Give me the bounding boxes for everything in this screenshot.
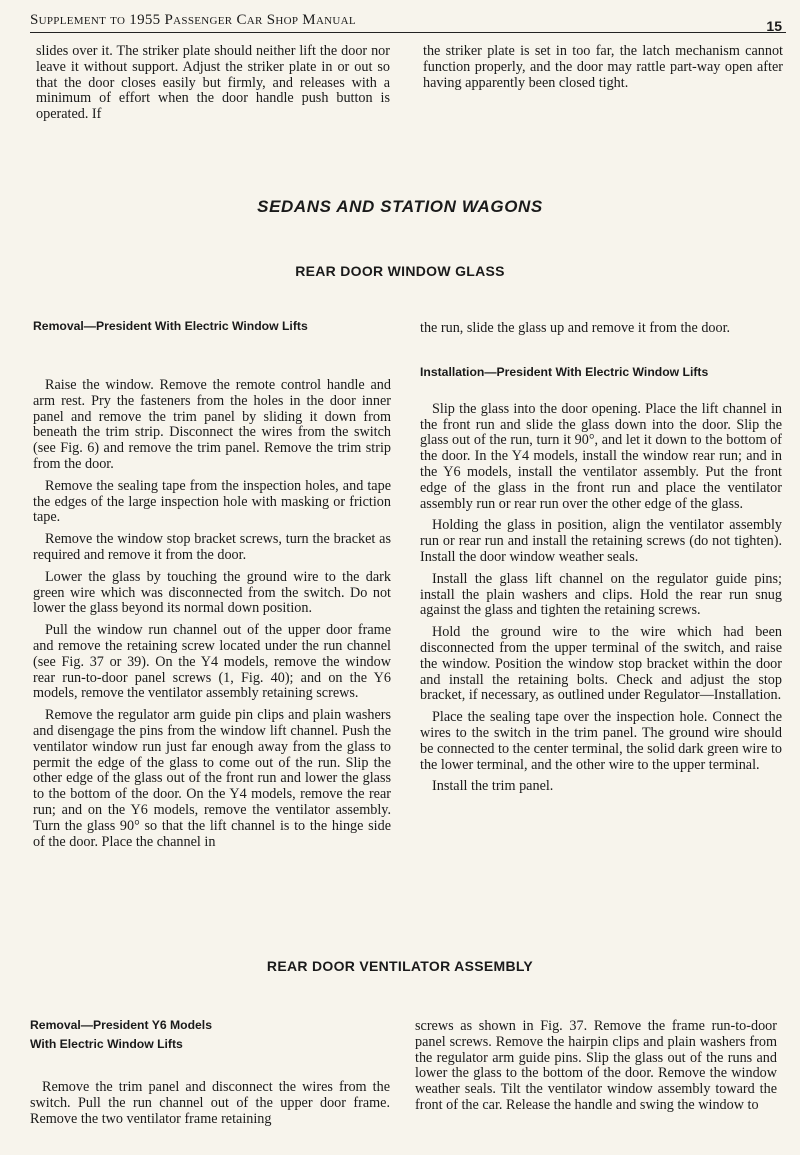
paragraph: Remove the regulator arm guide pin clips and plain washers and disengage the pins from the window lift channel. Push the ventilator window run just far enough away from the glass to permit the edge of the glass to come out of the run. Slip the other edge of the glass out of the front run and lower the glass to the bottom of the door. On the Y4 models, remove the rear run; and on the Y6 models, remove the ventilator assembly. Turn the glass 90° so that the lift channel is to the hinge side of the door. Place the channel in [33, 707, 391, 850]
glass-right-column [420, 321, 782, 801]
paragraph: Install the trim panel. [432, 778, 554, 795]
paragraph: Pull the window run channel out of the upper door frame and remove the retaining screw located under the run channel (see Fig. 37 or 39). On the Y4 models, remove the window rear run-to-door panel screws (1, Fig. 40); and on the Y6 models, remove the ventilator assembly retaining screws. [33, 622, 391, 702]
section-title: SEDANS AND STATION WAGONS [257, 197, 543, 216]
paragraph: Holding the glass in position, align the ventilator assembly run or rear run and install the retaining screws (do not tighten). Install the door window weather seals. [420, 517, 782, 565]
paragraph: Remove the window stop bracket screws, turn the bracket as required and remove it from the door. [33, 531, 391, 563]
running-header: Supplement to 1955 Passenger Car Shop Manual [30, 12, 356, 28]
installation-heading: Installation—President With Electric Window Lifts [420, 364, 709, 379]
glass-left-column [33, 317, 391, 856]
paragraph: Raise the window. Remove the remote control handle and arm rest. Pry the fasteners from the holes in the door inner panel and remove the trim panel by sliding it down from beneath the trim strip. Disconnect the wires from the switch (see Fig. 6) and remove the trim panel. Remove the trim strip from the door. [33, 377, 391, 472]
paragraph: Remove the sealing tape from the inspection holes, and tape the edges of the large inspection hole with masking or friction tape. [33, 477, 391, 526]
paragraph: Remove the trim panel and disconnect the wires from the switch. Pull the run channel out of the upper door frame. Remove the two ventilator frame retaining [30, 1079, 390, 1127]
ventilator-left-column [30, 1016, 390, 1133]
paragraph: the run, slide the glass up and remove it from the door. [420, 320, 731, 336]
removal-heading: Removal—President With Electric Window Lifts [33, 319, 308, 333]
ventilator-right-column [415, 1019, 777, 1120]
removal-heading: Removal—President Y6 Models [30, 1018, 212, 1032]
paragraph: Slip the glass into the door opening. Place the lift channel in the front run and slide the glass down into the door. Slip the glass out of the run, turn it 90°, and let it down to the bottom of the door. In the Y4 models, install the window rear run; and in the Y6 models, install the ventilator assembly. Put the front edge of the glass in the front run and place the ventilator assembly run or rear run over the other edge of the glass. [420, 400, 782, 512]
page-number: 15 [766, 18, 782, 34]
paragraph: Install the glass lift channel on the regulator guide pins; install the plain washers and clips. Hold the rear run snug against the glass and tighten the retaining screws. [420, 570, 782, 619]
subsection-title: REAR DOOR VENTILATOR ASSEMBLY [266, 958, 534, 974]
paragraph: Hold the ground wire to the wire which had been disconnected from the upper terminal of the switch, and raise the window. Position the window stop bracket within the door and install the retaining bolts. Check and adjust the stop bracket, if necessary, as outlined under Regulator—Installation. [420, 624, 782, 704]
top-left-column [36, 44, 390, 129]
removal-heading-cont: With Electric Window Lifts [30, 1037, 183, 1051]
paragraph: slides over it. The striker plate should neither lift the door nor leave it without support. Adjust the striker plate in or out so that the door closes easily but firmly, and releases with a minimum of effort when the door handle push button is operated. If [36, 43, 390, 123]
subsection-title: REAR DOOR WINDOW GLASS [295, 263, 505, 279]
paragraph: the striker plate is set in too far, the latch mechanism cannot function properly, and the door may rattle part-way open after having apparently been closed tight. [423, 43, 783, 91]
paragraph: Lower the glass by touching the ground wire to the dark green wire which was disconnected from the switch. Do not lower the glass beyond its normal down position. [33, 568, 391, 617]
top-right-column [423, 44, 783, 97]
header-rule [30, 32, 786, 33]
paragraph: Place the sealing tape over the inspection hole. Connect the wires to the switch in the trim panel. The ground wire should be connected to the center terminal, the solid dark green wire to the lower terminal, and the other wire to the upper terminal. [420, 709, 782, 773]
paragraph: screws as shown in Fig. 37. Remove the frame run-to-door panel screws. Remove the hairpin clips and plain washers from the regulator arm guide pins. Slip the glass out of the runs and lower the glass to the bottom of the door. Remove the window weather seals. Tilt the ventilator window assembly toward the front of the car. Release the handle and swing the window to [415, 1018, 777, 1113]
